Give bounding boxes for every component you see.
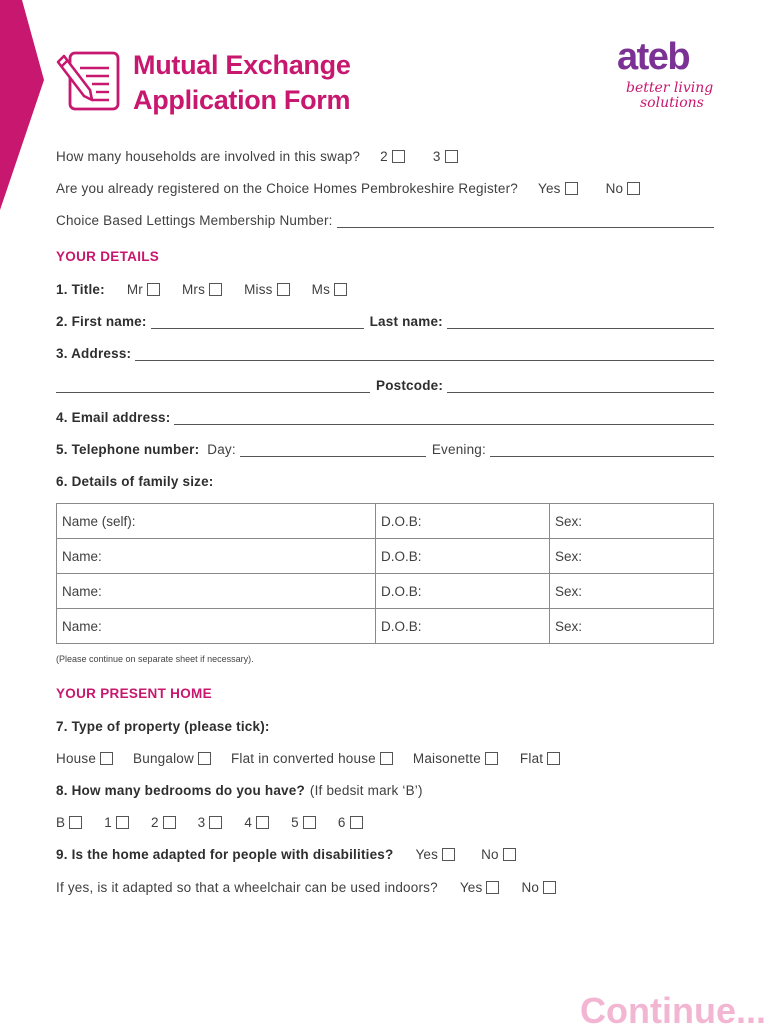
continue-text: Continue...	[580, 990, 766, 1031]
checkbox[interactable]	[565, 182, 578, 195]
option-label: 3	[432, 148, 441, 164]
option-label: 3	[197, 814, 206, 830]
option-label: Mr	[126, 281, 143, 297]
registered-row	[56, 178, 714, 198]
form-title-line2: Application Form	[133, 85, 351, 115]
registered-question: Are you already registered on the Choice Homes Pembrokeshire Register?	[56, 180, 518, 196]
adapted-row	[56, 844, 714, 864]
checkbox[interactable]	[380, 752, 393, 765]
property-option-flat[interactable]	[520, 751, 560, 766]
evening-label: Evening:	[431, 441, 486, 457]
property-type-label: 7. Type of property (please tick):	[56, 718, 270, 734]
email-label: 4. Email address:	[56, 409, 171, 425]
address-label: 3. Address:	[56, 345, 132, 361]
adapted-label: 9. Is the home adapted for people with disabilities?	[56, 846, 394, 862]
family-name-cell[interactable]: Name:	[57, 609, 376, 644]
bedroom-option-3[interactable]	[198, 815, 223, 830]
checkbox[interactable]	[334, 283, 347, 296]
bedroom-option-2[interactable]	[151, 815, 176, 830]
bedrooms-row	[56, 780, 714, 800]
email-field[interactable]	[174, 410, 714, 425]
checkbox[interactable]	[303, 816, 316, 829]
option-label: 4	[244, 814, 253, 830]
option-label: 1	[104, 814, 112, 830]
bedroom-option-b[interactable]	[56, 815, 82, 830]
family-details-table	[56, 503, 714, 644]
family-size-label: 6. Details of family size:	[56, 473, 214, 489]
bedroom-option-6[interactable]	[338, 815, 363, 830]
checkbox[interactable]	[209, 816, 222, 829]
checkbox[interactable]	[209, 283, 222, 296]
option-label: House	[56, 750, 97, 766]
checkbox[interactable]	[147, 283, 160, 296]
postcode-field[interactable]	[447, 378, 714, 393]
title-row	[56, 279, 714, 299]
checkbox[interactable]	[163, 816, 176, 829]
option-label: Flat in converted house	[230, 750, 376, 766]
checkbox[interactable]	[442, 848, 455, 861]
family-name-cell[interactable]: Name (self):	[57, 504, 376, 539]
option-label: Ms	[311, 281, 331, 297]
membership-row	[56, 210, 714, 230]
title-option-mr[interactable]	[127, 282, 160, 297]
bedroom-option-5[interactable]	[291, 815, 316, 830]
option-label: No	[605, 180, 624, 196]
property-options-row	[56, 748, 714, 768]
family-name-cell[interactable]: Name:	[57, 539, 376, 574]
side-banner	[0, 0, 44, 210]
title-option-miss[interactable]	[244, 282, 290, 297]
family-sex-cell[interactable]: Sex:	[550, 504, 714, 539]
option-label: Bungalow	[133, 750, 194, 766]
wheelchair-option-no[interactable]	[521, 880, 556, 895]
property-option-flat-converted[interactable]	[231, 751, 393, 766]
address-field-line1[interactable]	[135, 346, 714, 361]
checkbox[interactable]	[100, 752, 113, 765]
households-row	[56, 146, 714, 166]
family-dob-cell[interactable]: D.O.B:	[376, 504, 550, 539]
logo-tagline-line1: better living	[626, 80, 714, 96]
checkbox[interactable]	[445, 150, 458, 163]
property-type-row	[56, 716, 714, 736]
registered-option-yes[interactable]	[538, 181, 578, 196]
email-row	[56, 407, 714, 427]
option-label: No	[521, 879, 540, 895]
postcode-label: Postcode:	[376, 377, 444, 393]
option-label: No	[481, 846, 499, 862]
option-label: 2	[380, 148, 388, 164]
checkbox[interactable]	[69, 816, 82, 829]
bedrooms-label: 8. How many bedrooms do you have?	[56, 782, 305, 798]
logo-tagline-line2: solutions	[640, 95, 704, 111]
property-option-house[interactable]	[56, 751, 113, 766]
option-label: Yes	[537, 180, 561, 196]
property-option-bungalow[interactable]	[133, 751, 211, 766]
form-title-line1: Mutual Exchange	[133, 50, 351, 80]
bedroom-options-row	[56, 812, 714, 832]
option-label: Flat	[519, 750, 544, 766]
last-name-field[interactable]	[447, 314, 714, 329]
property-option-maisonette[interactable]	[413, 751, 498, 766]
option-label: Yes	[415, 846, 439, 862]
checkbox[interactable]	[486, 881, 499, 894]
bedroom-option-4[interactable]	[244, 815, 269, 830]
checkbox[interactable]	[547, 752, 560, 765]
adapted-option-yes[interactable]	[415, 847, 455, 862]
households-option-3[interactable]	[433, 149, 458, 164]
option-label: B	[56, 814, 66, 830]
checkbox[interactable]	[627, 182, 640, 195]
family-sex-cell[interactable]: Sex:	[550, 539, 714, 574]
day-label: Day:	[207, 441, 236, 457]
first-name-label: 2. First name:	[56, 313, 147, 329]
checkbox[interactable]	[543, 881, 556, 894]
postcode-row	[56, 375, 714, 395]
option-label: 5	[291, 814, 299, 830]
family-dob-cell[interactable]: D.O.B:	[376, 609, 550, 644]
form-title	[133, 48, 351, 118]
membership-label: Choice Based Lettings Membership Number:	[56, 212, 333, 228]
checkbox[interactable]	[392, 150, 405, 163]
households-option-2[interactable]	[380, 149, 405, 164]
telephone-row	[56, 439, 714, 459]
your-details-heading: YOUR DETAILS	[56, 249, 160, 264]
wheelchair-question: If yes, is it adapted so that a wheelchair can be used indoors?	[56, 879, 438, 895]
checkbox[interactable]	[350, 816, 363, 829]
option-label: 6	[337, 814, 346, 830]
title-label: 1. Title:	[56, 281, 105, 297]
name-row	[56, 311, 714, 331]
checkbox[interactable]	[198, 752, 211, 765]
option-label: 2	[150, 814, 159, 830]
title-option-mrs[interactable]	[182, 282, 222, 297]
checkbox[interactable]	[256, 816, 269, 829]
family-dob-cell[interactable]: D.O.B:	[376, 539, 550, 574]
registered-option-no[interactable]	[606, 181, 641, 196]
bedroom-option-1[interactable]	[104, 815, 129, 830]
family-sex-cell[interactable]: Sex:	[550, 609, 714, 644]
checkbox[interactable]	[277, 283, 290, 296]
family-name-cell[interactable]: Name:	[57, 574, 376, 609]
households-question: How many households are involved in this swap?	[56, 148, 361, 164]
option-label: Mrs	[181, 281, 206, 297]
table-row	[57, 539, 714, 574]
family-dob-cell[interactable]: D.O.B:	[376, 574, 550, 609]
last-name-label: Last name:	[369, 313, 443, 329]
telephone-label: 5. Telephone number:	[56, 441, 200, 457]
option-label: Maisonette	[412, 750, 481, 766]
family-note: (Please continue on separate sheet if necessary).	[56, 654, 254, 664]
family-size-row	[56, 471, 714, 491]
first-name-field[interactable]	[151, 314, 364, 329]
ateb-logo: ateb	[617, 36, 690, 78]
day-phone-field[interactable]	[240, 442, 426, 457]
checkbox[interactable]	[485, 752, 498, 765]
wheelchair-row	[56, 877, 714, 897]
checkbox[interactable]	[503, 848, 516, 861]
membership-number-field[interactable]	[337, 213, 714, 228]
address-field-line2[interactable]	[56, 378, 370, 393]
adapted-option-no[interactable]	[481, 847, 516, 862]
table-row	[57, 504, 714, 539]
table-row	[57, 574, 714, 609]
checkbox[interactable]	[116, 816, 129, 829]
present-home-heading: YOUR PRESENT HOME	[56, 686, 212, 701]
table-row	[57, 609, 714, 644]
wheelchair-option-yes[interactable]	[460, 880, 500, 895]
address-row	[56, 343, 714, 363]
form-document-icon	[54, 50, 122, 112]
option-label: Miss	[244, 281, 273, 297]
option-label: Yes	[459, 879, 483, 895]
family-sex-cell[interactable]: Sex:	[550, 574, 714, 609]
evening-phone-field[interactable]	[490, 442, 714, 457]
title-option-ms[interactable]	[312, 282, 347, 297]
bedrooms-hint: (If bedsit mark ‘B’)	[309, 782, 423, 798]
